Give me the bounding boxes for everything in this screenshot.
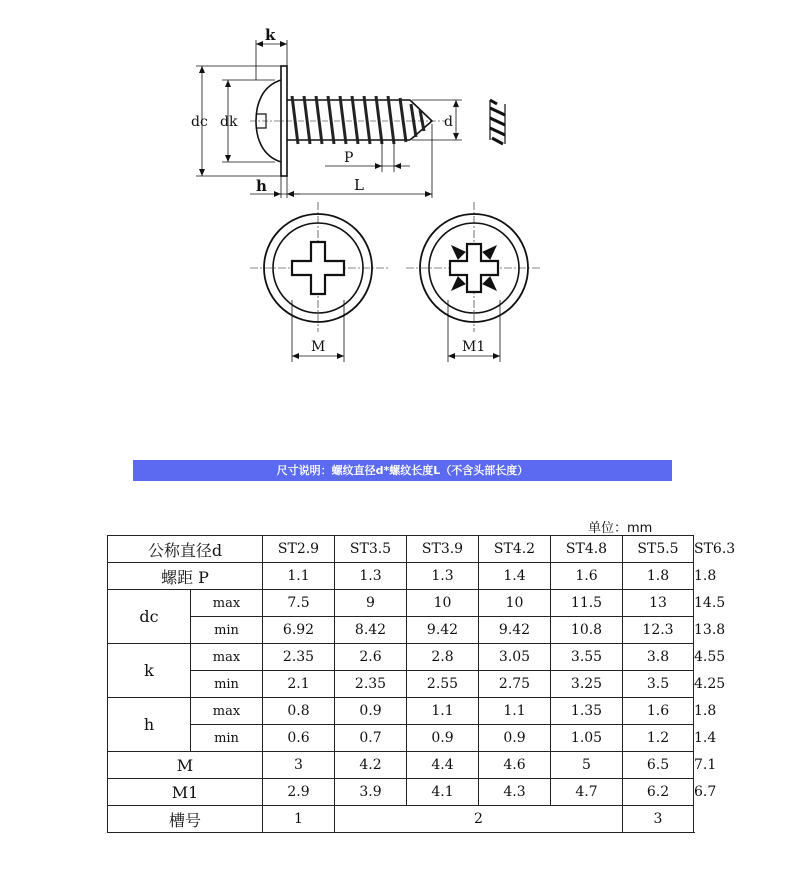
- table-cell: 4.1: [407, 779, 479, 806]
- table-cell: 1.05: [551, 725, 623, 752]
- size-cell: ST2.9: [263, 536, 335, 563]
- size-cell: ST4.2: [479, 536, 551, 563]
- min-label: min: [191, 671, 263, 698]
- k-label: k: [108, 644, 191, 698]
- max-label: max: [191, 590, 263, 617]
- size-cell: ST3.5: [335, 536, 407, 563]
- table-cell: 2.6: [335, 644, 407, 671]
- table-cell: 2.35: [335, 671, 407, 698]
- table-row-header: 公称直径d ST2.9 ST3.5 ST3.9 ST4.2 ST4.8 ST5.5 ST6.3: [108, 536, 694, 563]
- table-cell: 1.3: [335, 563, 407, 590]
- table-cell: 1.3: [407, 563, 479, 590]
- table-cell: 12.3: [623, 617, 694, 644]
- table-cell: 8.42: [335, 617, 407, 644]
- table-cell: 10: [479, 590, 551, 617]
- label-dc: dc: [191, 114, 208, 130]
- table-cell: 2.55: [407, 671, 479, 698]
- table-cell: 2.1: [263, 671, 335, 698]
- table-cell: 1: [263, 806, 335, 833]
- table-cell: 3.5: [623, 671, 694, 698]
- table-cell: 2.8: [407, 644, 479, 671]
- table-cell: 5: [551, 752, 623, 779]
- table-cell: 11.5: [551, 590, 623, 617]
- m-label: M: [108, 752, 263, 779]
- table-cell: 1.1: [263, 563, 335, 590]
- table-row-k-max: k max 2.35 2.6 2.8 3.05 3.55 3.8 4.55: [108, 644, 694, 671]
- table-row-slot: [108, 806, 694, 833]
- table-cell: 1.2: [623, 725, 694, 752]
- screw-technical-drawing: [0, 0, 800, 400]
- head-top-view-pozi: [406, 202, 542, 362]
- table-cell: 2.35: [263, 644, 335, 671]
- table-cell: 0.7: [335, 725, 407, 752]
- h-label: h: [108, 698, 191, 752]
- label-l: L: [354, 176, 364, 194]
- table-cell: 0.9: [407, 725, 479, 752]
- table-cell: 4.4: [407, 752, 479, 779]
- table-cell: 0.6: [263, 725, 335, 752]
- table-cell: 4.2: [335, 752, 407, 779]
- slot-label: 槽号: [108, 806, 263, 833]
- table-cell: 0.8: [263, 698, 335, 725]
- label-d: d: [444, 114, 453, 130]
- table-cell: 0.9: [479, 725, 551, 752]
- min-label: min: [191, 725, 263, 752]
- table-cell: 4.7: [551, 779, 623, 806]
- table-cell: 1.6: [551, 563, 623, 590]
- table-cell: 0.9: [335, 698, 407, 725]
- table-cell: 2.9: [263, 779, 335, 806]
- thread-detail: [490, 100, 505, 144]
- header-label: 公称直径d: [108, 536, 263, 563]
- table-row-m: M 3 4.2 4.4 4.6 5 6.5 7.1: [108, 752, 694, 779]
- label-p: P: [344, 150, 354, 166]
- label-dk: dk: [220, 114, 238, 130]
- table-row-h-min: min 0.6 0.7 0.9 0.9 1.05 1.2 1.4: [108, 725, 694, 752]
- table-row-dc-max: dc max 7.5 9 10 10 11.5 13 14.5: [108, 590, 694, 617]
- size-cell: ST3.9: [407, 536, 479, 563]
- head-top-view-phillips: [250, 202, 388, 362]
- table-row-dc-min: min 6.92 8.42 9.42 9.42 10.8 12.3 13.8: [108, 617, 694, 644]
- table-cell: 4.3: [479, 779, 551, 806]
- table-cell: 1.8: [623, 563, 694, 590]
- size-note-banner: 尺寸说明：螺纹直径d*螺纹长度L（不含头部长度）: [133, 460, 672, 481]
- table-cell: 3: [623, 806, 694, 833]
- table-cell: 6.2: [623, 779, 694, 806]
- table-cell: 9.42: [407, 617, 479, 644]
- table-cell: 9.42: [479, 617, 551, 644]
- table-cell: 1.6: [623, 698, 694, 725]
- table-row-h-max: h max 0.8 0.9 1.1 1.1 1.35 1.6 1.8: [108, 698, 694, 725]
- table-cell: 7.5: [263, 590, 335, 617]
- table-cell: 4.6: [479, 752, 551, 779]
- pitch-label: 螺距 P: [108, 563, 263, 590]
- table-cell: 1.1: [407, 698, 479, 725]
- table-cell: 10: [407, 590, 479, 617]
- table-cell: 9: [335, 590, 407, 617]
- m1-label: M1: [108, 779, 263, 806]
- unit-label: 单位：mm: [588, 521, 653, 536]
- table-cell: 13: [623, 590, 694, 617]
- table-cell: 6.92: [263, 617, 335, 644]
- size-cell: ST4.8: [551, 536, 623, 563]
- table-cell: 3.55: [551, 644, 623, 671]
- label-m1: M1: [462, 339, 486, 355]
- table-cell: 3.05: [479, 644, 551, 671]
- table-row-pitch: 螺距 P 1.1 1.3 1.3 1.4 1.6 1.8 1.8: [108, 563, 694, 590]
- max-label: max: [191, 644, 263, 671]
- table-cell: 3.9: [335, 779, 407, 806]
- table-cell: 6.5: [623, 752, 694, 779]
- label-h: h: [256, 177, 267, 195]
- dc-label: dc: [108, 590, 191, 644]
- table-row-k-min: min 2.1 2.35 2.55 2.75 3.25 3.5 4.25: [108, 671, 694, 698]
- min-label: min: [191, 617, 263, 644]
- table-row-m1: M1 2.9 3.9 4.1 4.3 4.7 6.2 6.7: [108, 779, 694, 806]
- table-cell: 2.75: [479, 671, 551, 698]
- thread-crests: [292, 96, 424, 144]
- table-cell: 3.8: [623, 644, 694, 671]
- table-cell: 3: [263, 752, 335, 779]
- table-cell: 1.4: [479, 563, 551, 590]
- label-k: k: [265, 26, 276, 44]
- spec-table: [107, 535, 736, 833]
- table-cell: 1.35: [551, 698, 623, 725]
- table-cell: 2: [335, 806, 623, 833]
- label-m: M: [311, 339, 326, 355]
- max-label: max: [191, 698, 263, 725]
- table-cell: 1.1: [479, 698, 551, 725]
- table-cell: 10.8: [551, 617, 623, 644]
- size-cell: ST5.5: [623, 536, 694, 563]
- table-cell: 3.25: [551, 671, 623, 698]
